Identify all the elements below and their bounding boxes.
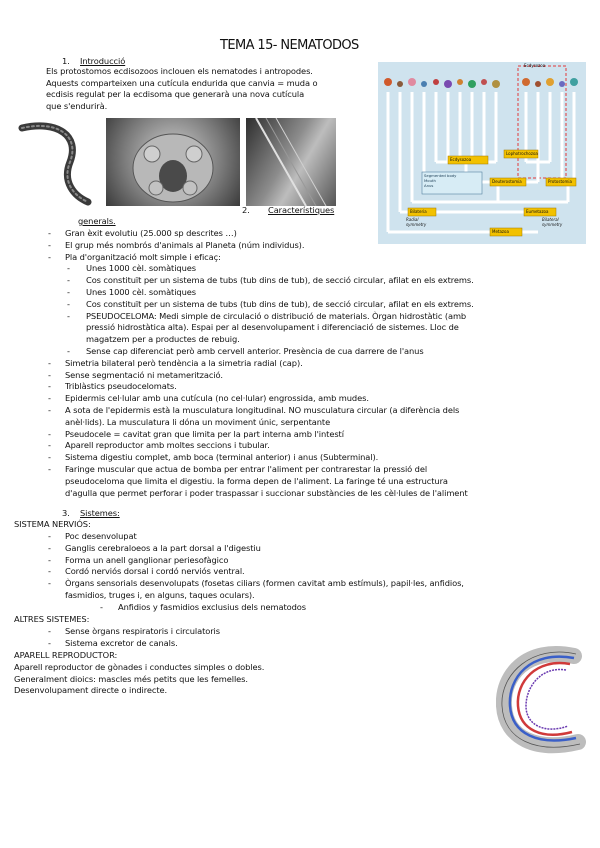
phylo-legend (424, 173, 456, 188)
repro-line: Generalment dioics: mascles més petits que les femelles. (14, 673, 248, 684)
list-item: Sense òrgans respiratoris i circulatoris (65, 626, 220, 636)
worm-photo (18, 122, 98, 210)
list-item: Forma un anell ganglionar periesofàgico (65, 554, 229, 565)
other-systems-title: ALTRES SISTEMES: (14, 614, 90, 624)
bullet: - (48, 357, 51, 368)
list-item: Sense segmentació ni metamerització. (65, 369, 223, 380)
bullet: - (48, 626, 51, 636)
section-2-number: 2. (242, 205, 250, 215)
phylo-label-eumetazoa: Eumetazoa (526, 209, 549, 214)
bullet: - (48, 566, 51, 577)
bullet: - (100, 601, 103, 612)
bullet: - (48, 440, 51, 451)
list-item: Aparell reproductor amb moltes seccions i tubular. (65, 440, 270, 451)
repro-line: Aparell reproductor de gònades i conductes simples o dobles. (14, 662, 265, 672)
bullet: - (48, 239, 51, 250)
bullet: - (67, 298, 70, 309)
reproductive-system-illustration (496, 646, 592, 756)
list-item: Pseudocele = cavitat gran que limita per la part interna amb l'intestí (65, 428, 344, 439)
phylo-side-line: Bilateral (542, 217, 559, 222)
sem-head-photo (106, 118, 240, 206)
phylo-legend-line: Anus (424, 183, 434, 188)
reproductive-title: APARELL REPRODUCTOR: (14, 650, 118, 660)
phylo-label-protostomia: Protostomia (548, 179, 572, 184)
list-item-cont: fasmidios, truges i, en alguns, taques oculars). (65, 590, 255, 600)
list-item: Anfidios y fasmidios exclusius dels nematodos (118, 601, 306, 612)
list-item-cont: d'agulla que permet perforar i poder traspassar i succionar substàncies de les cèl·lules de l'aliment (65, 487, 468, 498)
phylo-side-note-right (542, 218, 562, 227)
list-item: El grup més nombrós d'animals al Planeta (núm individus). (65, 239, 305, 250)
section-1-heading: Introducció (80, 56, 126, 66)
bullet: - (48, 405, 51, 415)
intro-paragraph (46, 66, 376, 112)
bullet: - (48, 542, 51, 553)
list-item: Unes 1000 cèl. somàtiques (86, 287, 196, 297)
phylo-label-metazoa: Metazoa (492, 229, 509, 234)
phylo-legend-line: Segmented body (424, 173, 457, 178)
list-item: Pla d'organització molt simple i eficaç: (65, 251, 221, 262)
intro-line: Els protostomos ecdisozoos inclouen els nematodes i antropodes. (46, 66, 313, 76)
phylo-side-line: Radial (406, 217, 419, 222)
page-title: TEMA 15- NEMATODOS (220, 38, 359, 53)
list-item: Simetria bilateral però tendència a la simetria radial (cap). (65, 357, 303, 368)
section-2-heading-cont: generals. (78, 216, 116, 226)
bullet: - (67, 287, 70, 297)
bullet: - (48, 531, 51, 541)
list-item: Cordó nerviós dorsal i cordó nerviós ventral. (65, 566, 245, 577)
list-item-cont: anèl·lids). La musculatura li dóna un moviment únic, serpentante (65, 416, 331, 427)
sem-body-photo (246, 118, 336, 206)
section-1-number: 1. (62, 56, 70, 66)
list-item: Sense cap diferenciat però amb cervell anterior. Presència de cua darrere de l'anus (86, 346, 424, 356)
list-item: Faringe muscular que actua de bomba per entrar l'aliment per contrarestar la pressió del (65, 464, 428, 474)
bullet: - (67, 346, 70, 356)
list-item: Epidermis cel·lular amb una cutícula (no cel·lular) engrossida, amb mudes. (65, 393, 369, 404)
list-item: Sistema excretor de canals. (65, 637, 178, 648)
list-item: Gran èxit evolutiu (25.000 sp descrites …) (65, 228, 237, 238)
intro-line: que s'endurirà. (46, 100, 108, 111)
bullet: - (48, 228, 51, 238)
bullet: - (48, 637, 51, 648)
list-item: Cos constituït per un sistema de tubs (tub dins de tub), de secció circular, afilat en els extrems. (86, 275, 474, 286)
bullet: - (67, 263, 70, 274)
section-3-heading: Sistemes: (80, 508, 120, 518)
phylo-label-ecdysozoa: Ecdysozoa (450, 157, 472, 162)
bullet: - (48, 428, 51, 439)
list-item: Cos constituït per un sistema de tubs (tub dins de tub), de secció circular, afilat en els extrems. (86, 298, 474, 309)
phylogeny-diagram (378, 62, 586, 244)
bullet: - (48, 251, 51, 262)
bullet: - (48, 452, 51, 463)
list-item: Sistema digestiu complet, amb boca (terminal anterior) i anus (Subterminal). (65, 452, 379, 463)
bullet: - (67, 310, 70, 321)
list-item: Triblàstics pseudocelomats. (65, 381, 177, 392)
bullet: - (48, 578, 51, 589)
list-item-cont: pressió hidrostàtica alta). Espai per al desenvolupament i diferenciació de sistemes. Lloc de (86, 322, 459, 333)
phylo-side-line: symmetry (406, 221, 427, 227)
phylo-side-note-left (406, 218, 426, 227)
list-item: Òrgans sensorials desenvolupats (fosetas ciliars (formen cavitat amb estímuls), papil·les, anfidios, (65, 578, 464, 589)
list-item-cont: magatzem per a productes de rebuig. (86, 334, 240, 345)
phylo-side-line: symmetry (542, 221, 563, 227)
bullet: - (48, 464, 51, 474)
repro-line: Desenvolupament directe o indirecte. (14, 685, 168, 696)
bullet: - (48, 393, 51, 404)
nervous-system-title: SISTEMA NERVIÓS: (14, 519, 91, 529)
phylo-label-deuterostomia: Deuterostomia (492, 179, 522, 184)
list-item: Unes 1000 cèl. somàtiques (86, 263, 196, 274)
phylo-label-bilateria: Bilateria (410, 209, 427, 214)
intro-line: ecdisis regulat per la ecdisoma que generarà una nova cutícula (46, 89, 305, 100)
bullet: - (67, 275, 70, 286)
bullet: - (48, 554, 51, 565)
phylo-legend-line: Mouth (424, 178, 436, 183)
list-item: Ganglis cerebraloeos a la part dorsal a l'digestiu (65, 542, 261, 553)
list-item: A sota de l'epidermis està la musculatura longitudinal. NO musculatura circular (a diferència dels (65, 405, 460, 415)
intro-line: Aquests comparteixen una cutícula endurida que canvia = muda o (46, 77, 318, 88)
phylo-top-label: Ecdysozoa (524, 63, 546, 68)
bullet: - (48, 381, 51, 392)
list-item-cont: pseudoceloma que limita el digestiu. la forma depen de l'aliment. La faringe té una estructura (65, 475, 448, 486)
section-3-number: 3. (62, 508, 70, 518)
list-item: Poc desenvolupat (65, 531, 137, 541)
section-2-heading: Característiques (268, 205, 335, 215)
reproductive-paragraph (14, 662, 264, 697)
list-item: PSEUDOCELOMA: Medi simple de circulació o distribució de materials. Òrgan hidrostàtic (amb (86, 310, 467, 321)
bullet: - (48, 369, 51, 380)
phylo-label-lophotrochozoa: Lophotrochozoa (506, 151, 538, 156)
